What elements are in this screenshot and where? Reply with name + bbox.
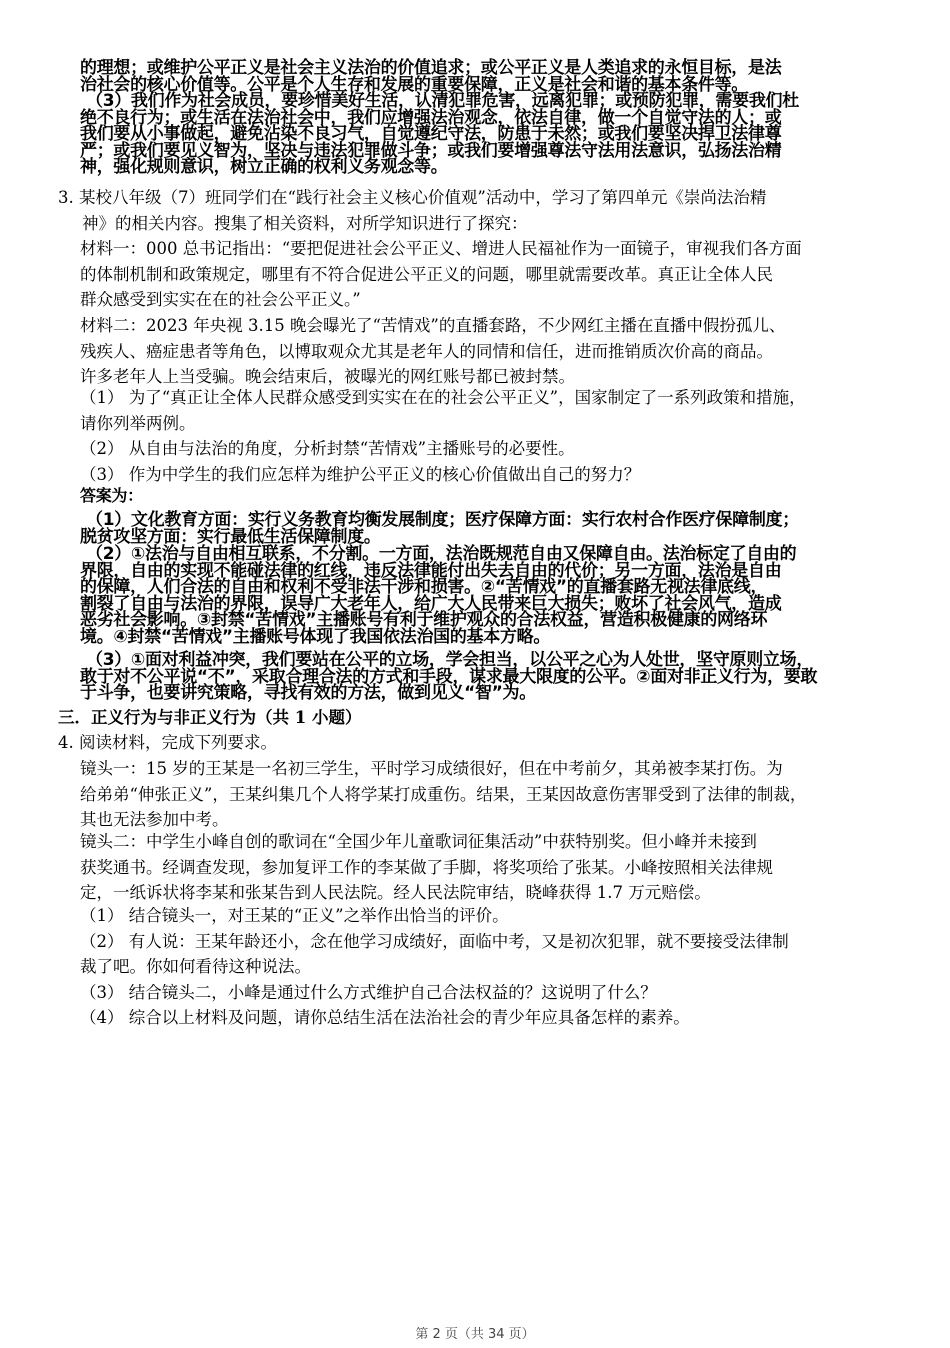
subquestion: （3） 结合镜头二，小峰是通过什么方式维护自己合法权益的？这说明了什么？	[80, 982, 657, 1002]
top-answer-block	[80, 60, 910, 176]
material-line: 残疾人、癌症患者等角色，以博取观众尤其是老年人的同情和信任，进而推销质次价高的商品。	[80, 341, 773, 361]
q3-subquestions	[80, 385, 920, 487]
answer-line: 脱贫攻坚方面：实行最低生活保障制度。	[80, 526, 381, 547]
answer-line: 境。④封禁“苦情戏”主播账号体现了我国依法治国的基本方略。	[80, 626, 551, 647]
subquestion: （3） 作为中学生的我们应怎样为维护公平正义的核心价值做出自己的努力？	[80, 464, 641, 484]
answer-line: 的保障，人们合法的自由和权利不受非法干涉和损害。②“苦情戏”的直播套路无视法律底线，	[80, 577, 768, 597]
subquestion: 请你列举两例。	[80, 413, 196, 433]
answer-line: （3）我们作为社会成员，要珍惜美好生活，认清犯罪危害，远离犯罪；或预防犯罪，需要我们杜	[86, 91, 799, 111]
subquestion: 裁了吧。你如何看待这种说法。	[80, 957, 311, 976]
answer-line: 敢于对不公平说“不”，采取合理合法的方式和手段，谋求最大限度的公平。②面对非正义行为，要敢	[80, 666, 818, 687]
material-line: 材料二：2023 年央视 3.15 晚会曝光了“苦情戏”的直播套路，不少网红主播在直播中假扮孤儿、	[80, 316, 786, 335]
material-line: 群众感受到实实在在的社会公平正义。”	[80, 290, 361, 309]
scene-two	[80, 829, 920, 906]
question-3	[58, 185, 918, 236]
answer-line: 绝不良行为；或生活在法治社会中，我们应增强法治观念，依法自律，做一个自觉守法的人；或	[80, 107, 782, 128]
question-stem: 3. 某校八年级（7）班同学们在“践行社会主义核心价值观”活动中，学习了第四单元《崇尚法治精	[58, 188, 767, 207]
answer-line: 的理想；或维护公平正义是社会主义法治的价值追求；或公平正义是人类追求的永恒目标，是法	[80, 58, 782, 78]
scene-line: 其也无法参加中考。	[80, 810, 229, 829]
answer-line: 严；或我们要见义智为，坚决与违法犯罪做斗争；或我们要增强尊法守法用法意识，弘扬法治精	[80, 140, 782, 161]
page-number: 第 2 页（共 34 页）	[415, 1327, 535, 1342]
answer-line: （1）文化教育方面：实行义务教育均衡发展制度；医疗保障方面：实行农村合作医疗保障制度；	[86, 510, 799, 530]
answer-line: （2）①法治与自由相互联系，不分割。一方面，法治既规范自由又保障自由。法治标定了自由的	[86, 544, 797, 564]
answer-line: 恶劣社会影响。③封禁“苦情戏”主播账号有利于维护观众的合法权益，营造积极健康的网络环	[80, 610, 768, 630]
q3-answer-3	[80, 652, 910, 702]
answer-label: 答案为：	[80, 486, 143, 505]
section-heading	[58, 705, 361, 730]
subquestion: （2） 从自由与法治的角度，分析封禁“苦情戏”主播账号的必要性。	[80, 439, 575, 458]
scene-line: 镜头二：中学生小峰自创的歌词在“全国少年儿童歌词征集活动”中获特别奖。但小峰并未接到	[80, 832, 757, 851]
scene-line: 镜头一：15 岁的王某是一名初三学生，平时学习成绩很好，但在中考前夕，其弟被李某打伤。为	[80, 759, 783, 778]
scene-one	[80, 756, 920, 833]
question-4	[58, 730, 918, 756]
material-line: 材料一：000 总书记指出：“要把促进社会公平正义、增进人民福祉作为一面镜子，审视我们各方面	[80, 239, 802, 258]
material-line: 许多老年人上当受骗。晚会结束后，被曝光的网红账号都已被封禁。	[80, 367, 575, 386]
material-two	[80, 313, 920, 390]
subquestion: （1） 为了“真正让全体人民群众感受到实实在在的社会公平正义”，国家制定了一系列政策和措施，	[80, 388, 806, 407]
page-footer	[0, 1322, 950, 1342]
answer-line: （3）①面对利益冲突，我们要站在公平的立场，学会担当，以公平之心为人处世，坚守原则立场，	[86, 650, 814, 670]
subquestion: （4） 综合以上材料及问题，请你总结生活在法治社会的青少年应具备怎样的素养。	[80, 1008, 690, 1027]
scene-line: 获奖通书。经调查发现，参加复评工作的李某做了手脚，将奖项给了张某。小峰按照相关法律规	[80, 857, 773, 877]
answer-line: 界限，自由的实现不能碰法律的红线，违反法律能付出失去自由的代价；另一方面，法治是自由	[80, 560, 782, 581]
material-one	[80, 236, 920, 313]
scene-line: 给弟弟“伸张正义”，王某纠集几个人将学某打成重伤。结果，王某因故意伤害罪受到了法律的制裁，	[80, 784, 807, 804]
answer-line: 神，强化规则意识，树立正确的权利义务观念等。	[80, 157, 448, 177]
q3-answer-2	[80, 546, 910, 645]
scene-line: 定，一纸诉状将李某和张某告到人民法院。经人民法院审结，晓峰获得 1.7 万元赔偿。	[80, 883, 711, 902]
answer-line: 割裂了自由与法治的界限，误导广大老年人，给广大人民带来巨大损失；败坏了社会风气，造成	[80, 593, 782, 614]
question-stem: 神》的相关内容。搜集了相关资料，对所学知识进行了探究：	[82, 213, 528, 233]
answer-line: 于斗争，也要讲究策略，寻找有效的方法，做到见义“智”为。	[80, 683, 536, 703]
q3-answer-label	[80, 488, 143, 505]
answer-line: 治社会的核心价值等。公平是个人生存和发展的重要保障，正义是社会和谐的基本条件等。	[80, 74, 748, 95]
section-title: 三．正义行为与非正义行为（共 1 小题）	[58, 708, 362, 727]
subquestion: （1） 结合镜头一，对王某的“正义”之举作出恰当的评价。	[80, 906, 509, 925]
material-line: 的体制机制和政策规定，哪里有不符合促进公平正义的问题，哪里就需要改革。真正让全体人民	[80, 264, 773, 284]
answer-line: 我们要从小事做起，避免沾染不良习气，自觉遵纪守法，防患于未然；或我们要坚决捍卫法律尊	[80, 124, 782, 144]
q3-answer-1	[80, 512, 910, 545]
question-stem: 4. 阅读材料，完成下列要求。	[58, 733, 277, 752]
subquestion: （2） 有人说：王某年龄还小，念在他学习成绩好，面临中考，又是初次犯罪，就不要接受法律制	[80, 931, 789, 951]
q4-subquestions	[80, 903, 920, 1031]
